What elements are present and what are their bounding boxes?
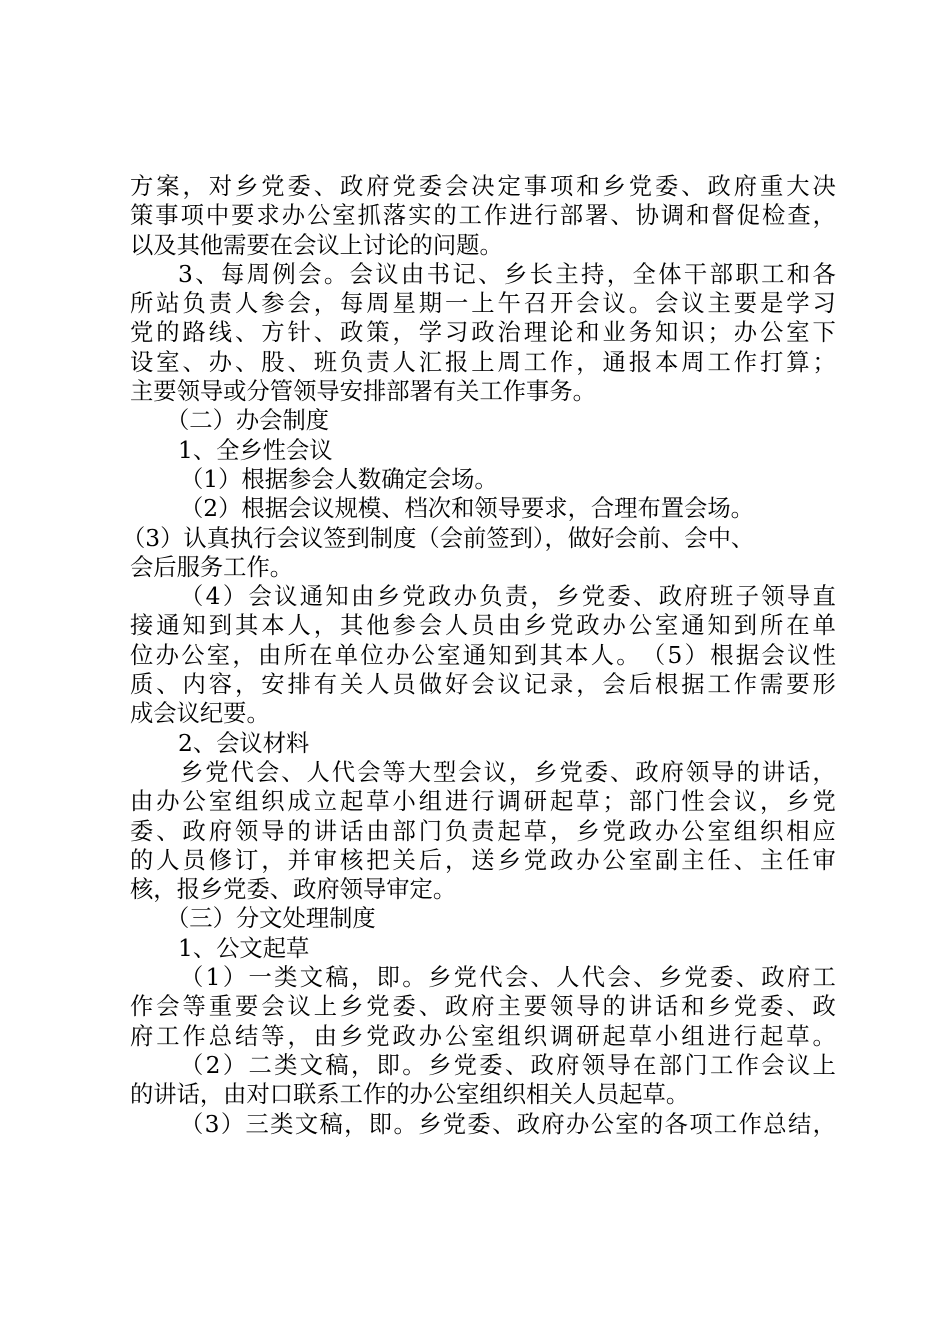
text-line: （ 2 ） 二 类 文 稿 ， 即 。 乡 党 委 、 政 府 领 导 在 部 门 工 作 会 议 上 [180, 1051, 836, 1079]
text-line: （1）根据参会人数确定会场。 [180, 465, 498, 493]
document-body [122, 172, 836, 1139]
text-line: （ 1 ） 一 类 文 稿 ， 即 。 乡 党 代 会 、 人 代 会 、 乡 党 委 、 政 府 工 [180, 964, 836, 992]
text-line: （3）认真执行会议签到制度（会前签到），做好会前、会中、 [122, 524, 755, 552]
text-line: （ 3 ） 三 类 文 稿 ， 即 。 乡 党 委 、 政 府 办 公 室 的 各 项 工 作 总 结 ， [180, 1110, 836, 1138]
text-line: 的讲话，由对口联系工作的办公室组织相关人员起草。 [130, 1081, 690, 1109]
text-line: 所 站 负 责 人 参 会 ， 每 周 星 期 一 上 午 召 开 会 议 。 会 议 主 要 是 学 习 [130, 290, 836, 318]
text-line: 设 室 、 办 、 股 、 班 负 责 人 汇 报 上 周 工 作 ， 通 报 本 周 工 作 打 算 ； [130, 348, 836, 376]
text-line: 方 案 ， 对 乡 党 委 、 政 府 党 委 会 决 定 事 项 和 乡 党 委 、 政 府 重 大 决 [130, 173, 836, 200]
text-line: 会后服务工作。 [130, 553, 294, 581]
text-line: 主要领导或分管领导安排部署有关工作事务。 [130, 378, 596, 406]
text-line: 接 通 知 到 其 本 人 ， 其 他 参 会 人 员 由 乡 党 政 办 公 室 通 知 到 所 在 单 [130, 612, 836, 640]
text-line: 委 、 政 府 领 导 的 讲 话 由 部 门 负 责 起 草 ， 乡 党 政 办 公 室 组 织 相 应 [130, 817, 836, 845]
text-line: 的 人 员 修 订 ， 并 审 核 把 关 后 ， 送 乡 党 政 办 公 室 副 主 任 、 主 任 审 [130, 846, 836, 874]
text-line: 党 的 路 线 、 方 针 、 政 策 ， 学 习 政 治 理 论 和 业 务 知 识 ； 办 公 室 下 [130, 319, 836, 347]
text-line: 策 事 项 中 要 求 办 公 室 抓 落 实 的 工 作 进 行 部 署 、 协 调 和 督 促 检 查 ， [130, 202, 836, 230]
text-line: 位 办 公 室 ， 由 所 在 单 位 办 公 室 通 知 到 其 本 人 。 （ 5 ） 根 据 会 议 性 [130, 641, 836, 669]
text-line: 1、全乡性会议 [178, 436, 333, 464]
text-line: （ 4 ） 会 议 通 知 由 乡 党 政 办 负 责 ， 乡 党 委 、 政 府 班 子 领 导 直 [180, 583, 836, 611]
text-line: 以及其他需要在会议上讨论的问题。 [130, 231, 503, 259]
text-line: 作 会 等 重 要 会 议 上 乡 党 委 、 政 府 主 要 领 导 的 讲 话 和 乡 党 委 、 政 [130, 993, 836, 1021]
text-line: 2、会议材料 [178, 729, 310, 757]
text-line: （2）根据会议规模、档次和领导要求，合理布置会场。 [180, 495, 754, 523]
text-line: 质 、 内 容 ， 安 排 有 关 人 员 做 好 会 议 记 录 ， 会 后 根 据 工 作 需 要 形 [130, 671, 836, 699]
text-line: （三）分文处理制度 [166, 905, 376, 933]
text-line: 核，报乡党委、政府领导审定。 [130, 876, 457, 904]
text-line: 3 、 每 周 例 会 。 会 议 由 书 记 、 乡 长 主 持 ， 全 体 干 部 职 工 和 各 [178, 260, 836, 288]
text-line: 1、公文起草 [178, 934, 310, 962]
text-line: （二）办会制度 [166, 407, 330, 435]
text-line: 乡 党 代 会 、 人 代 会 等 大 型 会 议 ， 乡 党 委 、 政 府 领 导 的 讲 话 ， [180, 758, 836, 786]
text-line: 府 工 作 总 结 等 ， 由 乡 党 政 办 公 室 组 织 调 研 起 草 小 组 进 行 起 草 。 [130, 1022, 836, 1050]
text-line: 成会议纪要。 [130, 700, 270, 728]
text-line: 由 办 公 室 组 织 成 立 起 草 小 组 进 行 调 研 起 草 ； 部 门 性 会 议 ， 乡 党 [130, 788, 836, 816]
